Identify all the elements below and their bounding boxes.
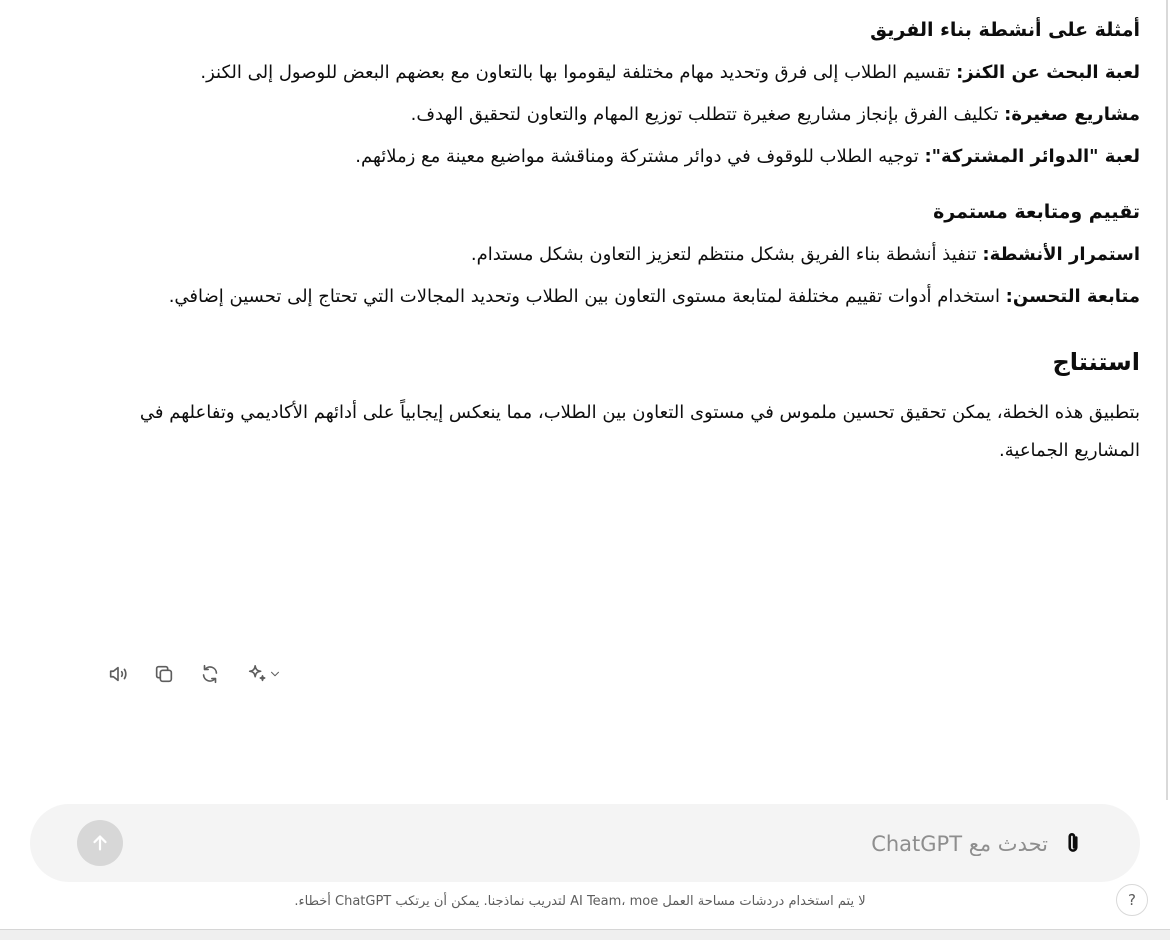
scrollbar[interactable] bbox=[1166, 0, 1168, 800]
assistant-message bbox=[100, 12, 1140, 470]
item-term: لعبة البحث عن الكنز: bbox=[956, 62, 1140, 83]
item-term: متابعة التحسن: bbox=[1005, 286, 1140, 307]
model-switch-button[interactable] bbox=[242, 660, 286, 688]
conclusion-heading: استنتاج bbox=[1052, 348, 1140, 376]
regenerate-button[interactable] bbox=[196, 660, 224, 688]
item-term: لعبة "الدوائر المشتركة": bbox=[924, 146, 1140, 167]
paperclip-icon bbox=[1060, 830, 1086, 856]
item-text: تنفيذ أنشطة بناء الفريق بشكل منتظم لتعزيز التعاون بشكل مستدام. bbox=[470, 244, 983, 265]
list-item bbox=[100, 140, 1140, 174]
read-aloud-icon bbox=[107, 663, 129, 685]
copy-icon bbox=[153, 663, 175, 685]
message-input[interactable] bbox=[146, 804, 1050, 884]
conclusion-text: بتطبيق هذه الخطة، يمكن تحقيق تحسين ملموس في مستوى التعاون بين الطلاب، مما ينعكس إيجابياً على أدائهم الأكاديمي وتفاعلهم في المشاريع الجماعية. bbox=[139, 402, 1140, 461]
composer bbox=[30, 804, 1140, 882]
disclaimer: لا يتم استخدام دردشات مساحة العمل AI Team، moe لتدريب نماذجنا. يمكن أن يرتكب ChatGPT أخطاء. bbox=[294, 894, 866, 909]
help-button[interactable]: ? bbox=[1116, 884, 1148, 916]
message-actions bbox=[104, 660, 286, 688]
list-item bbox=[100, 56, 1140, 90]
window-bottom-bar bbox=[0, 929, 1170, 940]
chevron-down-icon bbox=[268, 667, 282, 681]
item-text: استخدام أدوات تقييم مختلفة لمتابعة مستوى التعاون بين الطلاب وتحديد المجالات التي تحتاج إلى تحسين إضافي. bbox=[168, 286, 1006, 307]
list-item bbox=[100, 280, 1140, 314]
item-text: تقسيم الطلاب إلى فرق وتحديد مهام مختلفة ليقوموا بها بالتعاون مع بعضهم البعض للوصول إلى الكنز. bbox=[200, 62, 957, 83]
section-heading: أمثلة على أنشطة بناء الفريق bbox=[870, 19, 1140, 41]
copy-button[interactable] bbox=[150, 660, 178, 688]
item-term: استمرار الأنشطة: bbox=[982, 244, 1140, 265]
list-item bbox=[100, 238, 1140, 272]
regenerate-icon bbox=[199, 663, 221, 685]
send-button[interactable] bbox=[76, 824, 124, 862]
send-circle bbox=[77, 820, 123, 866]
item-text: تكليف الفرق بإنجاز مشاريع صغيرة تتطلب توزيع المهام والتعاون لتحقيق الهدف. bbox=[410, 104, 1005, 125]
sparkle-icon bbox=[246, 663, 268, 685]
item-text: توجيه الطلاب للوقوف في دوائر مشتركة ومناقشة مواضيع معينة مع زملائهم. bbox=[355, 146, 925, 167]
arrow-up-icon bbox=[89, 832, 111, 854]
list-item bbox=[100, 98, 1140, 132]
read-aloud-button[interactable] bbox=[104, 660, 132, 688]
attach-button[interactable] bbox=[1058, 828, 1088, 858]
section-heading: تقييم ومتابعة مستمرة bbox=[933, 201, 1140, 223]
item-term: مشاريع صغيرة: bbox=[1004, 104, 1140, 125]
